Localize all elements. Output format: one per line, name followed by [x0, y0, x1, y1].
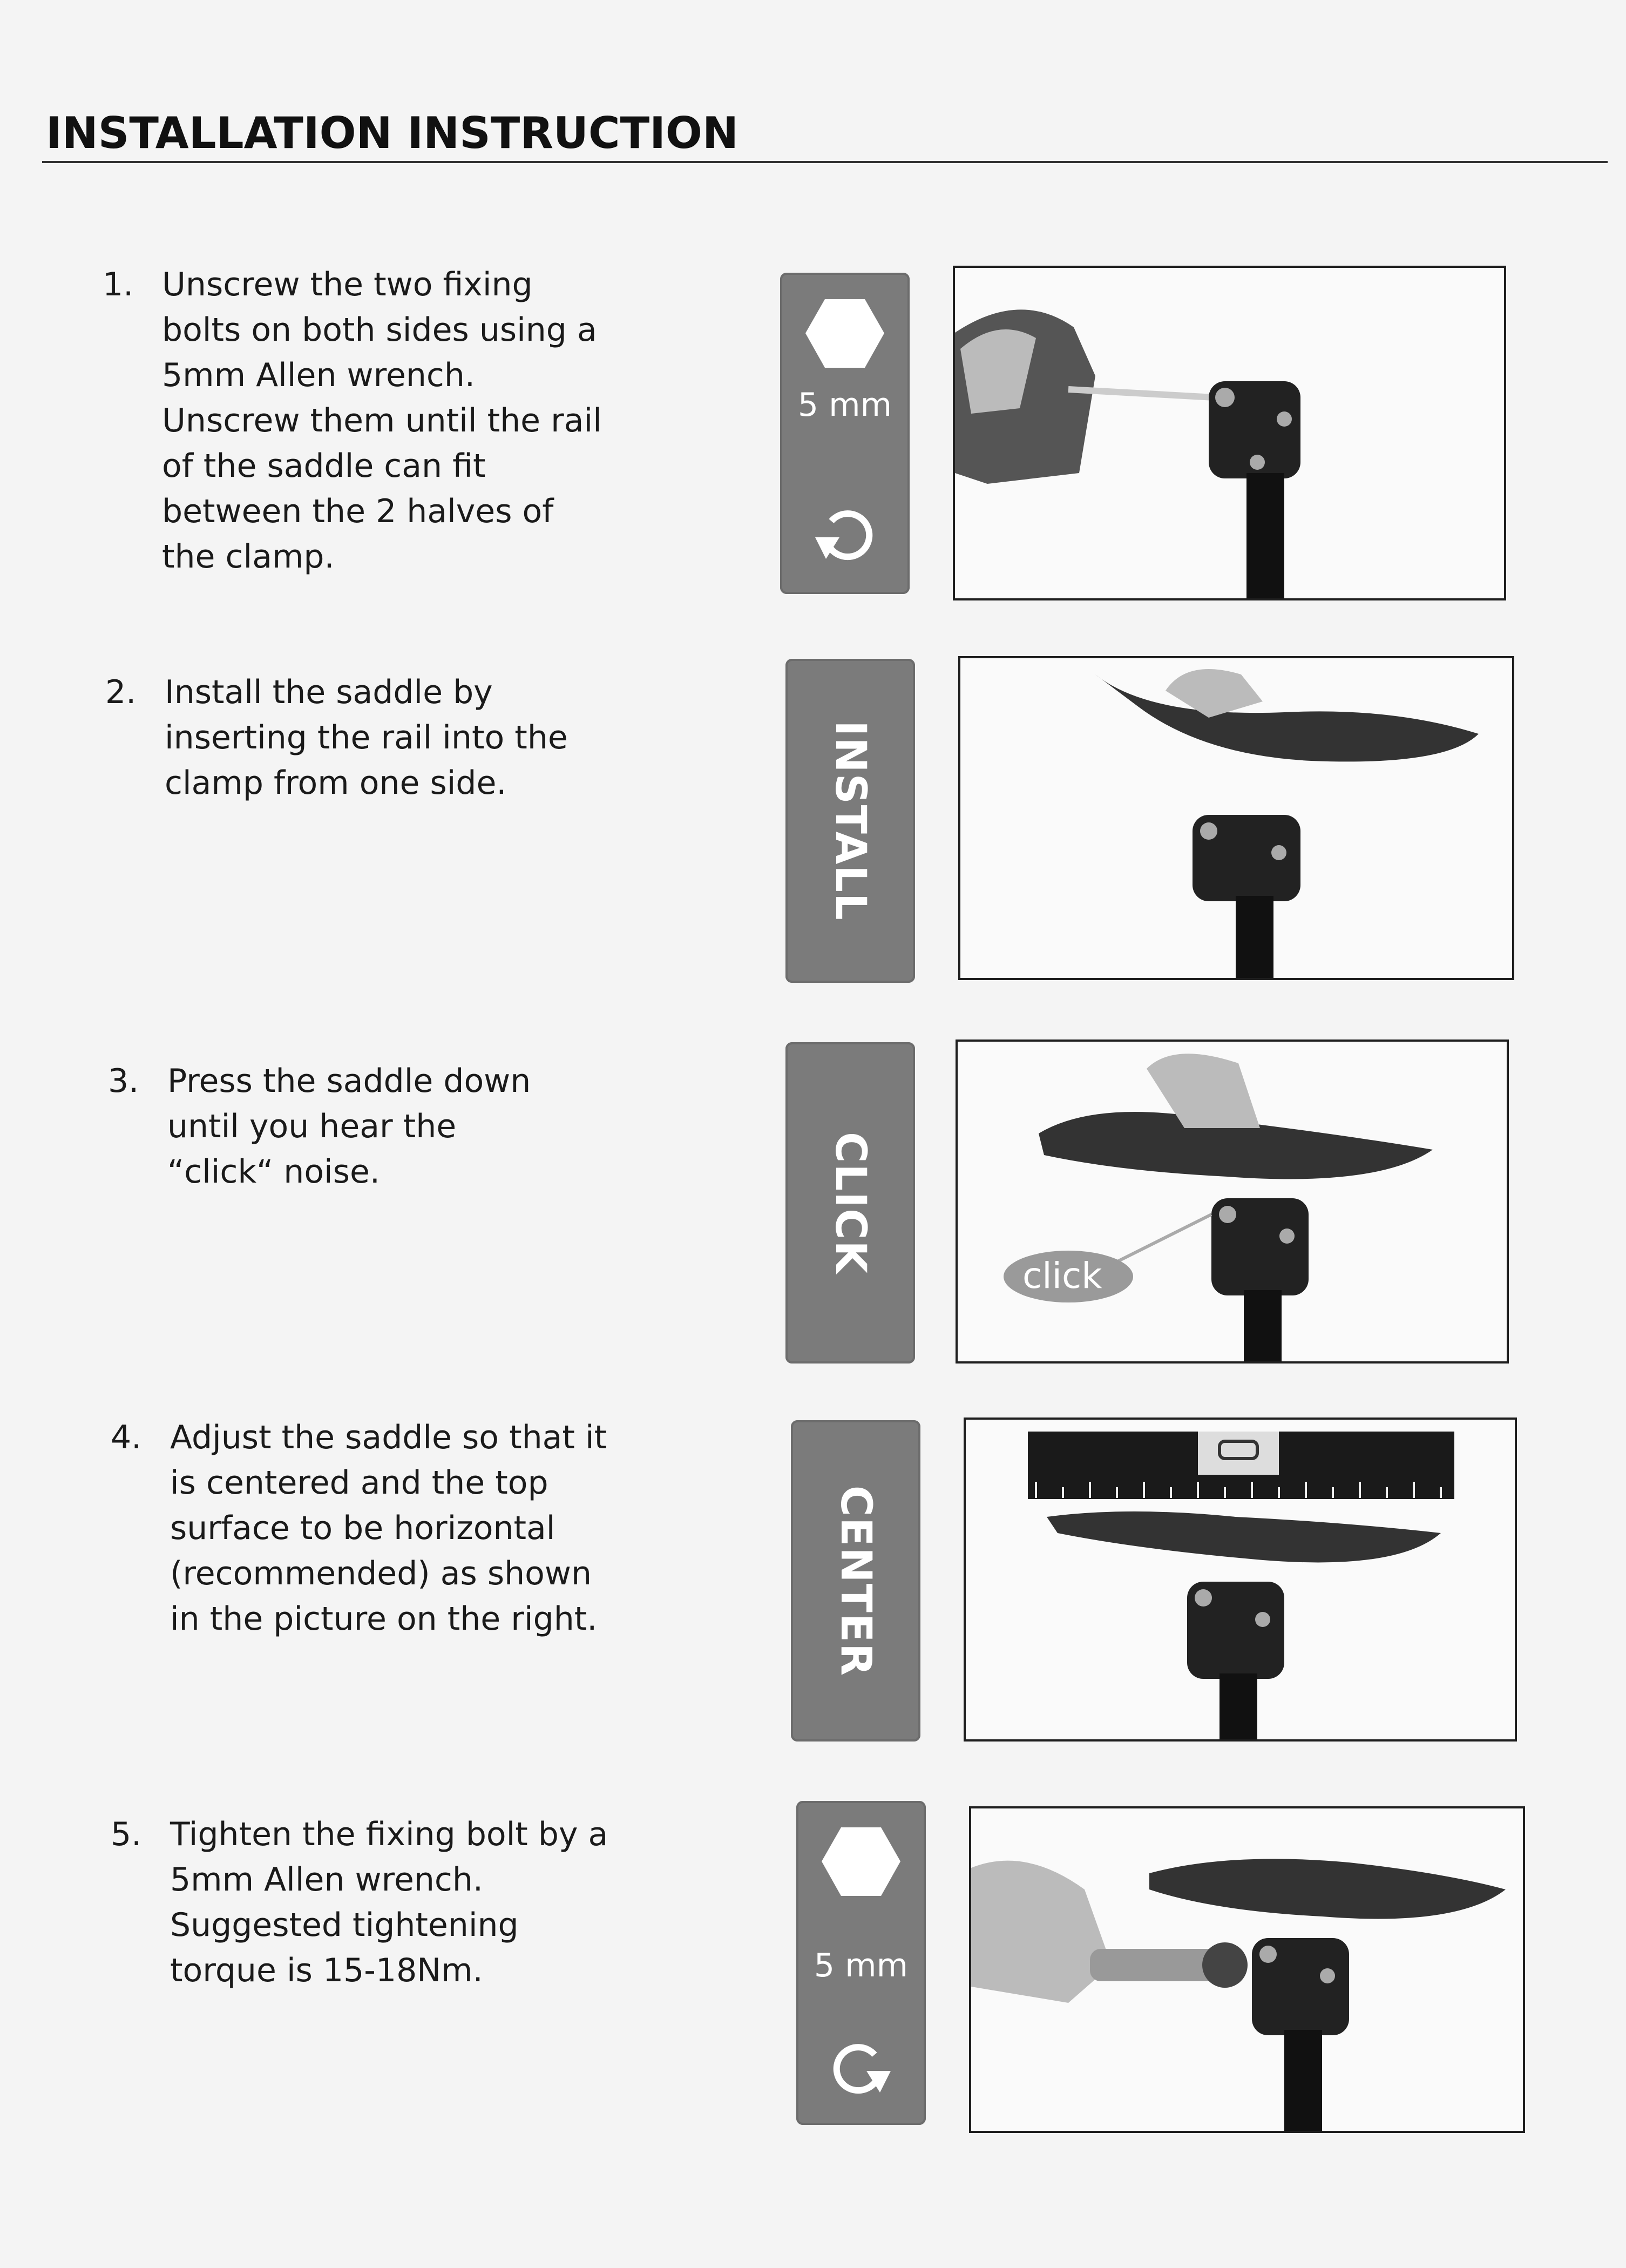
step-line: the clamp. [162, 538, 335, 576]
step-3-text [108, 1058, 680, 1194]
step-number: 2. [105, 673, 137, 711]
center-badge [791, 1420, 920, 1742]
step-3-photo [956, 1040, 1509, 1364]
click-label: CLICK [826, 1131, 875, 1274]
rotate-clockwise-icon [826, 2033, 896, 2103]
step-line: (recommended) as shown [170, 1555, 592, 1592]
step-line: Unscrew them until the rail [162, 402, 602, 440]
page-title: INSTALLATION INSTRUCTION [46, 108, 739, 158]
step-4-photo [964, 1418, 1517, 1742]
step-line: “click“ noise. [167, 1153, 380, 1191]
step-2-text [105, 670, 678, 806]
step-line: torque is 15-18Nm. [170, 1952, 483, 1989]
hex-bolt-icon [804, 297, 885, 370]
wrench-size-label: 5 mm [814, 1947, 909, 1985]
step-line: in the picture on the right. [170, 1600, 598, 1638]
step-line: Unscrew the two fixing [162, 266, 533, 303]
step-line: Adjust the saddle so that it [170, 1419, 607, 1456]
wrench-size-label: 5 mm [797, 386, 892, 424]
step-line: 5mm Allen wrench. [162, 356, 475, 394]
step-number: 1. [103, 266, 134, 303]
tool-badge-5mm [780, 273, 910, 594]
step-4-text [111, 1415, 683, 1642]
tool-badge-5mm [796, 1801, 926, 2125]
step-line: clamp from one side. [165, 764, 507, 802]
step-number: 4. [111, 1419, 142, 1456]
step-1-photo [953, 266, 1506, 600]
title-divider [42, 161, 1608, 163]
hex-bolt-icon [821, 1825, 902, 1898]
step-line: bolts on both sides using a [162, 311, 597, 349]
step-number: 3. [108, 1062, 139, 1100]
step-line: of the saddle can fit [162, 447, 486, 485]
install-label: INSTALL [826, 720, 875, 921]
step-line: Suggested tightening [170, 1906, 519, 1944]
step-5-photo [969, 1806, 1525, 2133]
install-badge [785, 659, 915, 983]
step-line: 5mm Allen wrench. [170, 1861, 483, 1899]
step-line: is centered and the top [170, 1464, 548, 1502]
click-callout: click [1022, 1255, 1102, 1297]
step-5-text [111, 1812, 683, 1993]
step-line: inserting the rail into the [165, 719, 568, 757]
step-line: Install the saddle by [165, 673, 493, 711]
step-line: surface to be horizontal [170, 1509, 555, 1547]
step-1-text [103, 262, 675, 579]
step-line: until you hear the [167, 1108, 457, 1145]
click-badge [785, 1042, 915, 1364]
rotate-counterclockwise-icon [810, 500, 880, 570]
step-line: Press the saddle down [167, 1062, 531, 1100]
step-line: between the 2 halves of [162, 492, 554, 530]
center-label: CENTER [831, 1485, 880, 1677]
step-line: Tighten the fixing bolt by a [170, 1815, 608, 1853]
step-number: 5. [111, 1815, 142, 1853]
step-2-photo [958, 656, 1514, 980]
